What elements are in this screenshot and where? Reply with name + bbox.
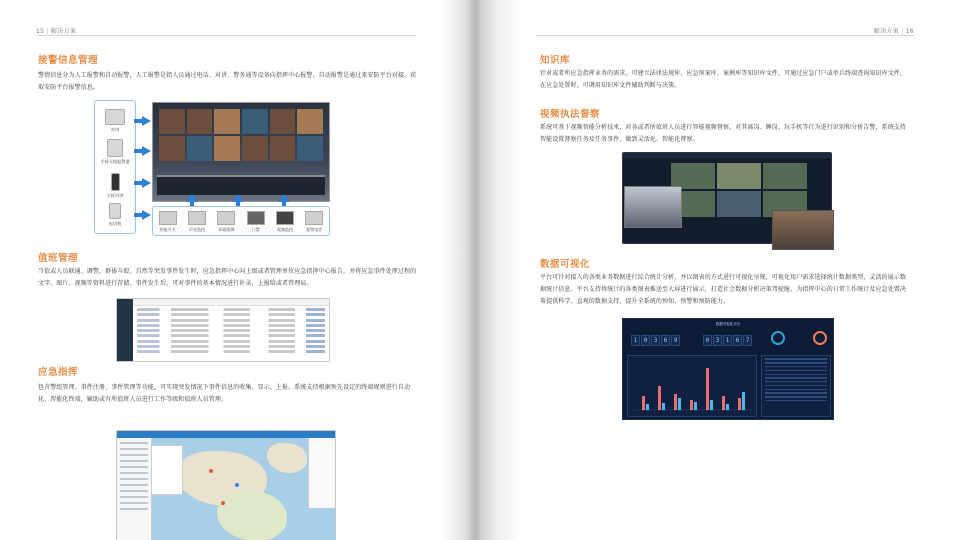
arrow-up-icon: [186, 194, 198, 202]
duty-sidebar: [117, 299, 133, 361]
map-popup: [151, 445, 183, 495]
section-title-duty: 值班管理: [38, 253, 79, 264]
right-header-rule: [536, 35, 914, 36]
device-handheld: [99, 173, 131, 198]
video-grid: [671, 163, 807, 217]
device-telephone: [99, 203, 131, 226]
gauge-ring-icon: [771, 331, 785, 345]
arrow-up-icon: [232, 194, 244, 202]
section-body-alarm: 警情信息分为人工报警和自动报警，人工报警是指人员通过电话、对讲、警务通等设备向指挥中心报警，自动报警是通过来安防平台对接，获取安防平台报警信息。: [38, 72, 417, 91]
data-dashboard-screenshot: [622, 318, 834, 420]
right-page-number: 解决方案 | 16: [873, 28, 914, 35]
map-side-panel: [117, 438, 152, 540]
device-label: 手持无线报警器: [100, 159, 130, 164]
operator-photo: [772, 210, 834, 250]
source-label: 智能开关: [159, 227, 176, 232]
duty-table-screenshot: [116, 298, 330, 362]
right-page-header-text: 解决方案: [873, 28, 899, 35]
alarm-source-panel: [152, 206, 330, 236]
map-marker-icon: [209, 469, 213, 473]
source-video-monitor: [272, 211, 298, 233]
source-label: 视频监控: [276, 227, 293, 232]
arrow-right-icon: [142, 146, 151, 156]
video-ui-titlebar: [623, 153, 831, 158]
dashboard-counter-a: 1 0 3 6 9: [631, 335, 680, 344]
alarm-phone-icon: [305, 211, 323, 225]
device-intercom: [99, 109, 131, 132]
command-center-photo: [152, 102, 330, 202]
left-page-num-value: 15: [36, 28, 45, 35]
section-title-dataviz: 数据可视化: [540, 259, 591, 270]
dispatch-map-screenshot: [116, 430, 336, 540]
right-page-num-value: 16: [905, 28, 914, 35]
left-page-number: 15 | 解决方案: [36, 28, 77, 35]
device-label: 手持对讲: [106, 193, 124, 198]
access-control-icon: [247, 211, 265, 225]
section-body-video: 系统可基于视频智能分析技术，对各或者所值班人员进行智能视频督察，对其离岗、睡岗、玩手机等行为进行识别和分析告警，系统支持智能设置督察任务及任务事件，做到灵活化、智能化督察。: [540, 124, 907, 143]
source-alarm-phone: [301, 211, 327, 233]
arrow-up-icon: [278, 194, 290, 202]
alarm-device-column: [94, 100, 136, 234]
source-env-detector: [213, 211, 239, 233]
right-page: [484, 0, 960, 540]
section-title-emergency: 应急指挥: [38, 367, 79, 378]
duty-toolbar: [133, 299, 329, 306]
dashboard-counter-b: 0 3 1 6 7: [703, 335, 752, 344]
map-marker-icon: [235, 483, 239, 487]
telephone-icon: [109, 203, 121, 219]
device-label: 电话机: [108, 221, 122, 226]
source-label: 环境探测: [218, 227, 235, 232]
source-access-control: [243, 211, 269, 233]
intercom-icon: [105, 109, 125, 125]
section-body-knowledge: 针对或者所应急指挥业务的需求，可建立法律法规库、应急预案库、案例库等知识库文件，可通过应急门户或单兵终端查询知识库文件，在应急处置时，可调用知识库文件辅助判断与决策。: [540, 70, 907, 89]
camera-icon: [276, 211, 294, 225]
device-label: 对讲: [110, 127, 120, 132]
left-page-header-text: 解决方案: [51, 28, 77, 35]
sound-light-icon: [188, 211, 206, 225]
video-surveillance-screenshot: [622, 152, 832, 252]
dashboard-table-panel: [761, 355, 831, 417]
walkie-talkie-icon: [111, 173, 120, 191]
video-wall: [159, 109, 323, 161]
map-land: [267, 443, 307, 473]
source-label: 报警电话: [306, 227, 323, 232]
section-body-duty: 当值或人员联通、调警，群体斗殴、自然等突发事件发生时，应急指挥中心向上级或者管理单位应急指挥中心报告，并将应急事件处理过程的文字、图片、视频等资料进行存储。事件发生后，可对事件的基本情况进行补录，上报给或者管理局。: [38, 268, 417, 287]
left-header-rule: [36, 35, 416, 36]
source-smart-switch: [155, 211, 181, 233]
source-label: 声光监控: [188, 227, 205, 232]
device-wireless-alarm: [99, 139, 131, 164]
arrow-right-icon: [142, 210, 151, 220]
map-land: [217, 491, 287, 540]
alarm-flow-figure: [94, 98, 334, 240]
section-title-knowledge: 知识库: [540, 55, 571, 66]
arrow-right-icon: [142, 116, 151, 126]
section-title-alarm: 接警信息管理: [38, 55, 99, 66]
operator-consoles: [157, 175, 325, 195]
wireless-alarm-icon: [107, 139, 123, 157]
section-body-emergency: 包含警组管理、事件注册、事件管理等功能，可实现突发情况下事件信息的收集、显示、上报。系统支持根据预先设定的终端规则进行自动化、智能化终端，辅助或有所值班人员进行工作等级和值班人员管理。: [38, 384, 411, 403]
gauge-ring-icon: [813, 331, 827, 345]
left-page: [0, 0, 470, 540]
section-title-video: 视频执法督察: [540, 109, 601, 120]
section-body-dataviz: 平台可针对接入的各类业务数据进行综合统计分析，并以图表的方式进行可视化呈现，可视化用户需求选择统计数据类型，灵活的展示数据统计信息。平台支持将统计的各类图表推送至大屏进行展示，打造社会数据分析决策驾驶舱，为指挥中心的日常工作统计及应急处置决策提供科学、直观的数据支持，提升全系统的预知、预警和预防能力。: [540, 274, 907, 305]
bar-chart-panel: [627, 355, 757, 417]
bar-chart-graphic: [628, 356, 756, 416]
dashboard-title: 数据可视化平台: [715, 322, 741, 326]
map-marker-icon: [221, 501, 225, 505]
control-room-photo: [624, 186, 682, 228]
smart-switch-icon: [159, 211, 177, 225]
duty-table-rows: [137, 308, 325, 356]
source-sound-light: [184, 211, 210, 233]
map-topbar: [117, 431, 335, 438]
map-right-panel: [308, 438, 335, 508]
env-detector-icon: [217, 211, 235, 225]
source-label: 门禁: [251, 227, 260, 232]
arrow-right-icon: [142, 178, 151, 188]
